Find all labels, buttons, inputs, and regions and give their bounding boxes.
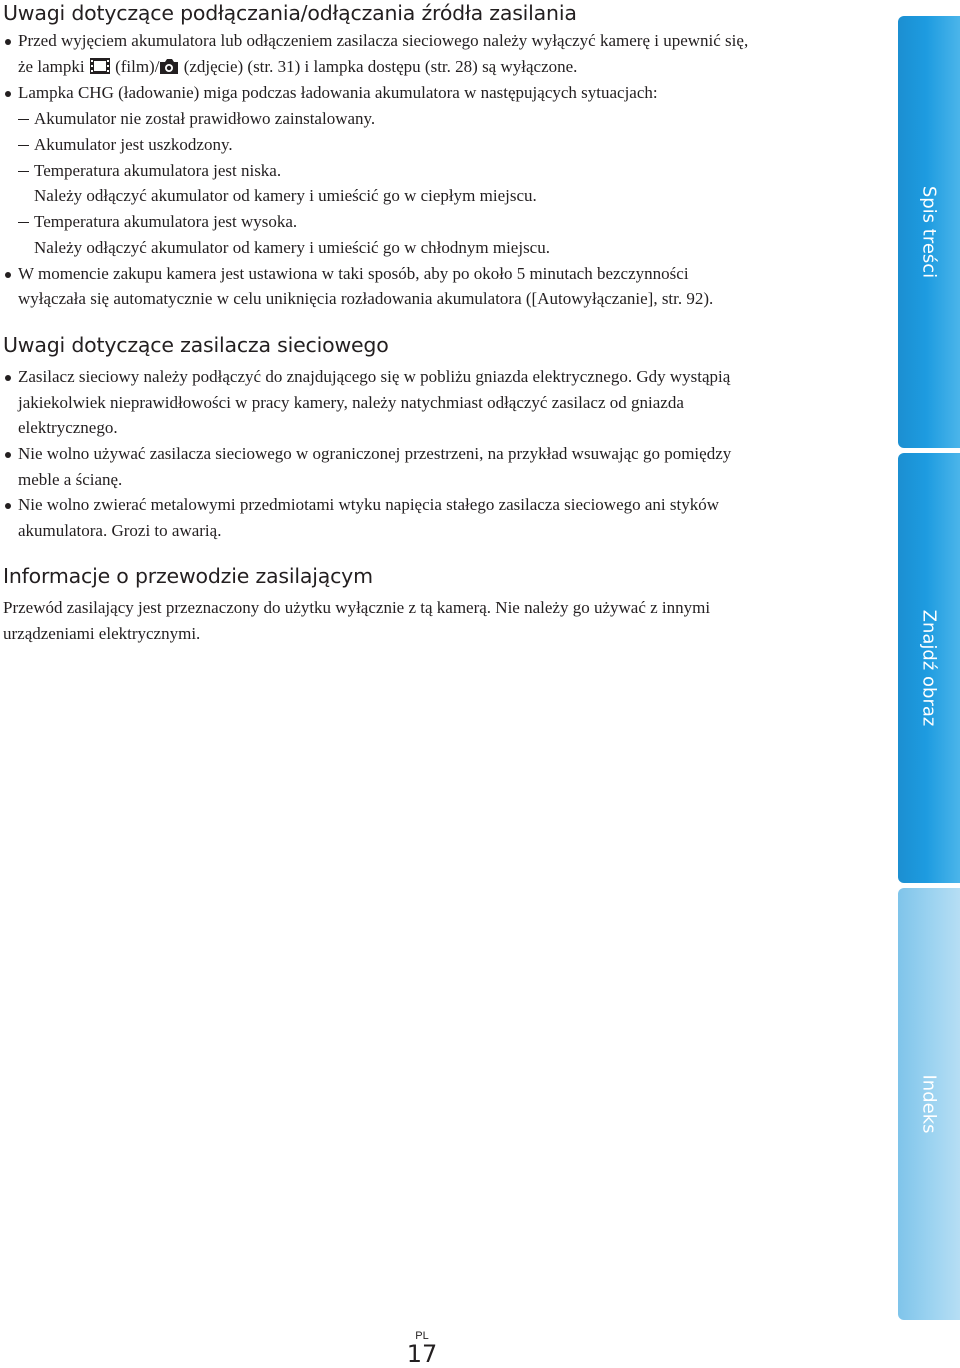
camera-icon <box>159 57 179 75</box>
bullet-continuation <box>18 54 577 80</box>
dash-text: Akumulator jest uszkodzony. <box>34 135 233 154</box>
bullet-item <box>18 80 658 106</box>
section-heading-ac-adaptor: Uwagi dotyczące zasilacza sieciowego <box>3 333 389 357</box>
bullet-continuation: wyłączała się automatycznie w celu uniknięcia rozładowania akumulatora ([Autowyłączanie], str. 92). <box>18 289 714 308</box>
bullet-text: W momencie zakupu kamera jest ustawiona w taki sposób, aby po około 5 minutach bezczynności <box>18 264 689 283</box>
section-heading-power-cord: Informacje o przewodzie zasilającym <box>3 564 373 588</box>
bullet-text: Nie wolno zwierać metalowymi przedmiotami wtyku napięcia stałego zasilacza sieciowego ani styków <box>18 495 720 514</box>
tab-find-image[interactable] <box>898 453 960 883</box>
bullet-text: Lampka CHG (ładowanie) miga podczas ładowania akumulatora w następujących sytuacjach: <box>18 83 658 102</box>
bullet-item <box>18 441 731 467</box>
paragraph-line: Przewód zasilający jest przeznaczony do użytku wyłącznie z tą kamerą. Nie należy go używać z innymi <box>3 598 711 617</box>
film-icon <box>89 57 111 75</box>
tab-index[interactable] <box>898 888 960 1320</box>
bullet-item <box>18 261 689 287</box>
dash-note: Należy odłączyć akumulator od kamery i umieścić go w ciepłym miejscu. <box>34 186 537 205</box>
paragraph-line: urządzeniami elektrycznymi. <box>3 624 201 643</box>
bullet-text: że lampki <box>18 57 89 76</box>
tab-table-of-contents[interactable] <box>898 16 960 448</box>
bullet-continuation: elektrycznego. <box>18 418 118 437</box>
bullet-item <box>18 28 748 54</box>
language-code: PL <box>415 1330 429 1342</box>
page-number <box>404 1330 440 1366</box>
bullet-text: (zdjęcie) (str. 31) i lampka dostępu (str. 28) są wyłączone. <box>179 57 578 76</box>
bullet-text: Przed wyjęciem akumulatora lub odłączeniem zasilacza sieciowego należy wyłączyć kamerę i upewnić się, <box>18 31 749 50</box>
page-number-value: 17 <box>406 1340 438 1368</box>
dash-text: Temperatura akumulatora jest wysoka. <box>34 212 298 231</box>
dash-item <box>34 132 233 158</box>
tab-label: Spis treści <box>918 185 940 279</box>
dash-item <box>34 209 297 235</box>
bullet-text: Nie wolno używać zasilacza sieciowego w ograniczonej przestrzeni, na przykład wsuwając go pomiędzy <box>18 444 732 463</box>
bullet-continuation: akumulatora. Grozi to awarią. <box>18 521 222 540</box>
bullet-text: (film)/ <box>110 57 160 76</box>
tab-label: Indeks <box>918 1074 940 1134</box>
dash-text: Temperatura akumulatora jest niska. <box>34 161 282 180</box>
bullet-item <box>18 364 730 390</box>
bullet-item <box>18 492 719 518</box>
dash-item <box>34 158 281 184</box>
bullet-text: Zasilacz sieciowy należy podłączyć do znajdującego się w pobliżu gniazda elektrycznego. Gdy wystąpią <box>18 367 731 386</box>
dash-note: Należy odłączyć akumulator od kamery i umieścić go w chłodnym miejscu. <box>34 238 550 257</box>
tab-label: Znajdź obraz <box>918 609 940 727</box>
bullet-continuation: meble a ścianę. <box>18 470 123 489</box>
section-heading-power-source: Uwagi dotyczące podłączania/odłączania źródła zasilania <box>3 1 577 25</box>
bullet-continuation: jakiekolwiek nieprawidłowości w pracy kamery, należy natychmiast odłączyć zasilacz od gniazda <box>18 393 684 412</box>
dash-text: Akumulator nie został prawidłowo zainstalowany. <box>34 109 376 128</box>
dash-item <box>34 106 375 132</box>
